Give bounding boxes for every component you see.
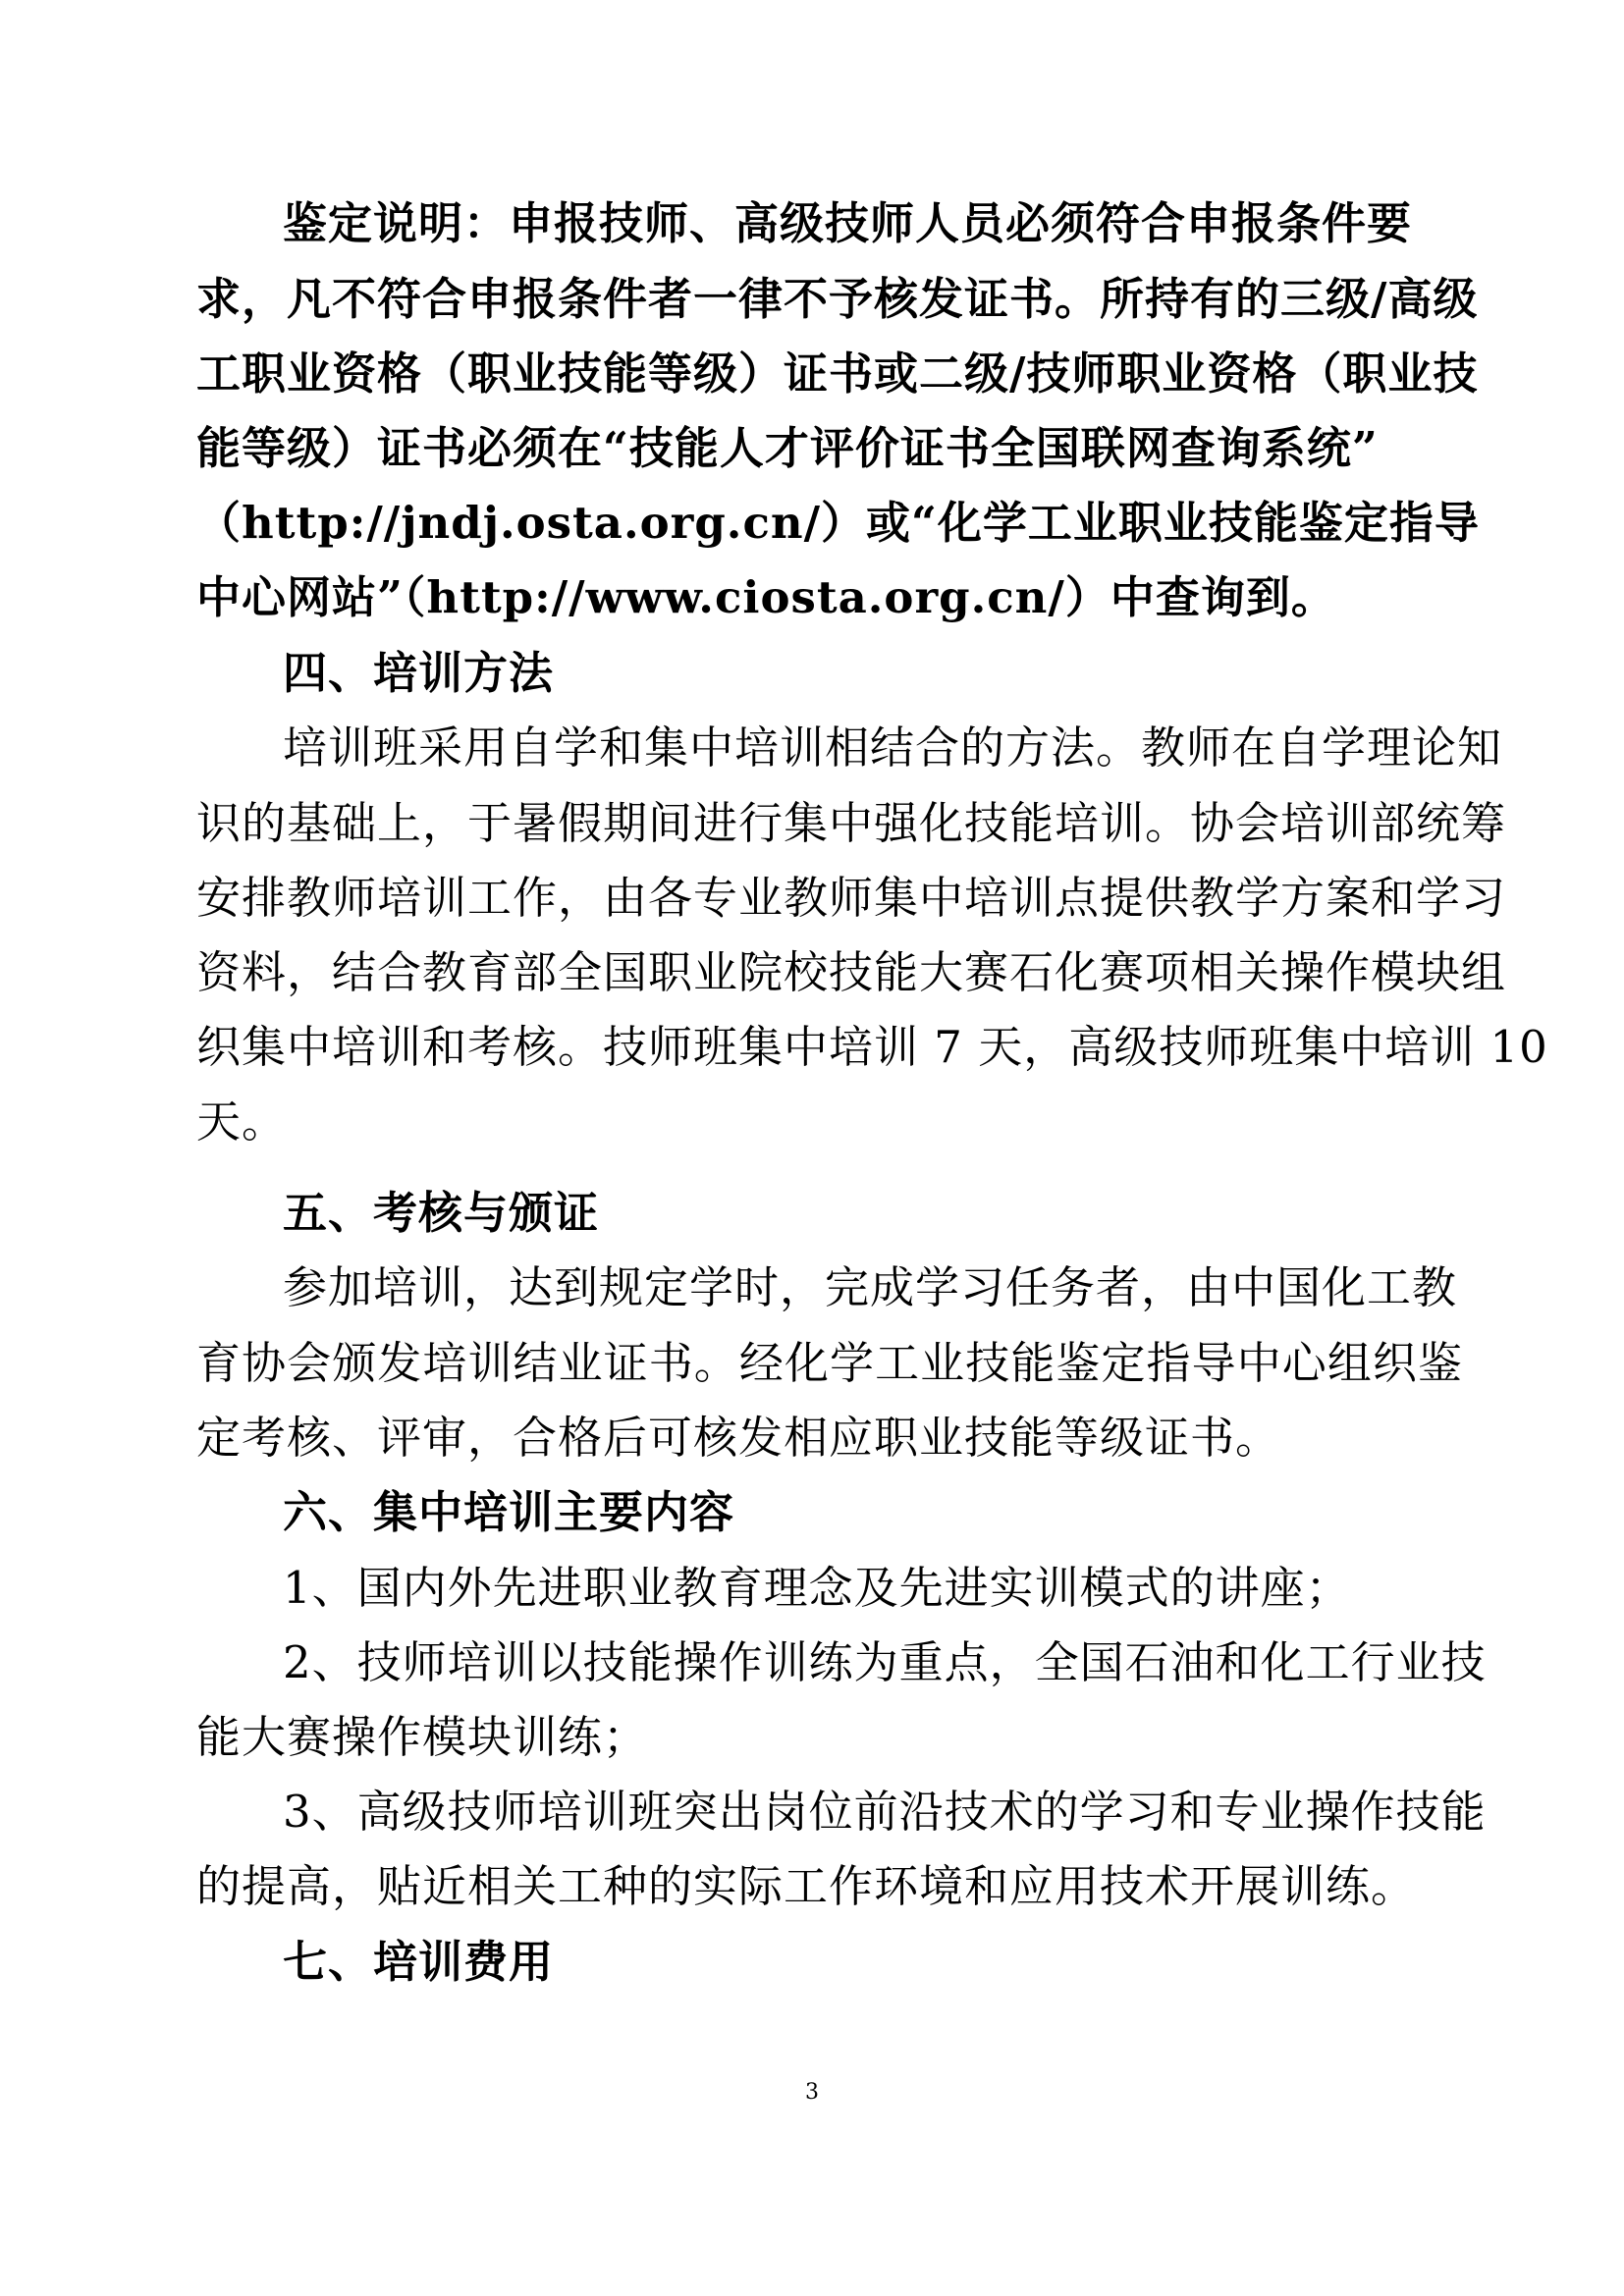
section-heading: 七、培训费用 bbox=[283, 1936, 555, 1988]
text-line: 定考核、评审，合格后可核发相应职业技能等级证书。 bbox=[196, 1412, 1281, 1464]
section-heading: 六、集中培训主要内容 bbox=[283, 1486, 735, 1538]
text-line: 参加培训，达到规定学时，完成学习任务者，由中国化工教 bbox=[283, 1261, 1458, 1313]
section-heading: 四、培训方法 bbox=[283, 647, 555, 699]
text-line: 识的基础上，于暑假期间进行集中强化技能培训。协会培训部统筹 bbox=[196, 797, 1507, 849]
text-line: 培训班采用自学和集中培训相结合的方法。教师在自学理论知 bbox=[283, 721, 1503, 774]
text-line: 育协会颁发培训结业证书。经化学工业技能鉴定指导中心组织鉴 bbox=[196, 1337, 1463, 1389]
text-line: 资料，结合教育部全国职业院校技能大赛石化赛项相关操作模块组 bbox=[196, 946, 1507, 998]
text-line: 鉴定说明：申报技师、高级技师人员必须符合申报条件要 bbox=[283, 197, 1413, 249]
text-line: 能等级）证书必须在“技能人才评价证书全国联网查询系统” bbox=[196, 422, 1379, 474]
section-heading: 五、考核与颁证 bbox=[283, 1187, 600, 1239]
text-line: 3、高级技师培训班突出岗位前沿技术的学习和专业操作技能 bbox=[283, 1786, 1487, 1838]
text-line: 安排教师培训工作，由各专业教师集中培训点提供教学方案和学习 bbox=[196, 872, 1507, 924]
page-number: 3 bbox=[805, 2080, 819, 2105]
text-line: 天。 bbox=[196, 1095, 288, 1148]
text-line: 织集中培训和考核。技师班集中培训 7 天，高级技师班集中培训 10 bbox=[196, 1021, 1548, 1073]
text-line: 能大赛操作模块训练； bbox=[196, 1711, 649, 1763]
text-line: 2、技师培训以技能操作训练为重点，全国石油和化工行业技 bbox=[283, 1636, 1487, 1688]
text-line: 工职业资格（职业技能等级）证书或二级/技师职业资格（职业技 bbox=[196, 347, 1479, 400]
text-line: 中心网站”（http://www.ciosta.org.cn/）中查询到。 bbox=[196, 571, 1336, 623]
text-line: 1、国内外先进职业教育理念及先进实训模式的讲座； bbox=[283, 1562, 1351, 1614]
text-line: （http://jndj.osta.org.cn/）或“化学工业职业技能鉴定指导 bbox=[196, 497, 1480, 549]
text-line: 求，凡不符合申报条件者一律不予核发证书。所持有的三级/高级 bbox=[196, 273, 1479, 325]
text-line: 的提高，贴近相关工种的实际工作环境和应用技术开展训练。 bbox=[196, 1860, 1417, 1912]
